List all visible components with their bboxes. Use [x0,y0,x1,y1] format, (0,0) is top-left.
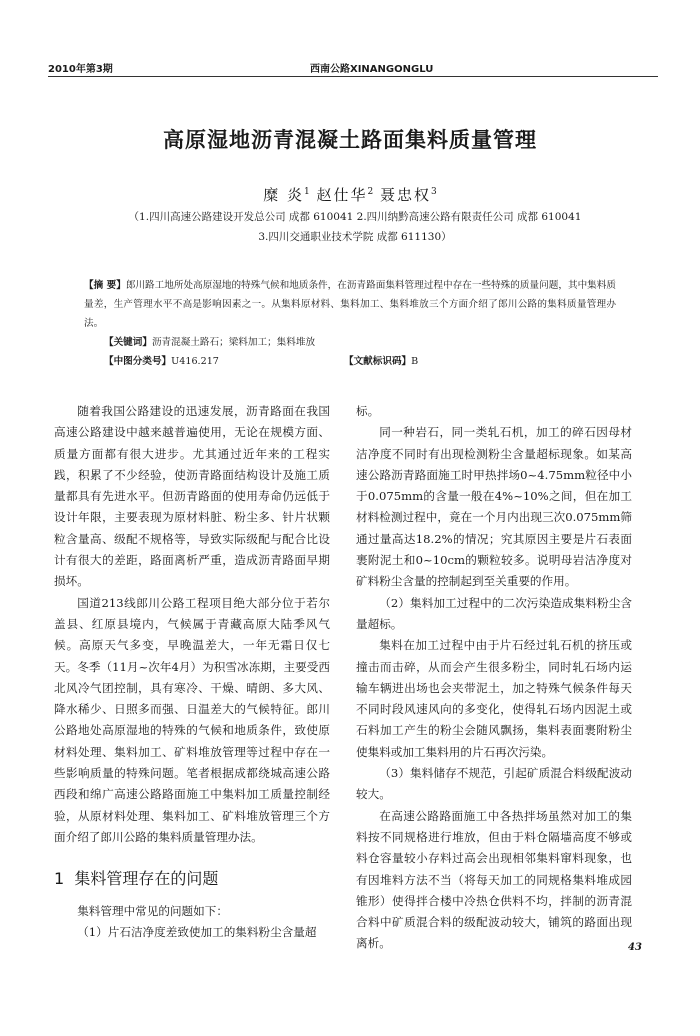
author-name: 糜 炎 [263,186,304,204]
author-affil-mark: 1 [303,187,310,197]
keywords [104,334,315,348]
paragraph: （1）片石洁净度差致使加工的集料粉尘含量超 [77,925,317,940]
classification [104,353,219,367]
paragraph: （2）集料加工过程中的二次污染造成集料粉尘含量超标。 [356,595,632,631]
doc-code-text: B [411,356,419,367]
section-heading [54,866,218,889]
paragraph: 集料在加工过程中由于片石经过轧石机的挤压或撞击而击碎，从而会产生很多粉尘，同时轧石场内运输车辆进出场也会夹带泥土，加之特殊气候条件每天不同时段风速风向的多变化，使得轧石场内因泥土或石料加工产生的粉尘会随风飘扬，集料表面裹附粉尘使集料或加工集料用的片石再次污染。 [356,638,632,759]
affiliation-line-2: 3.四川交通职业技术学院 成都 611130） [258,231,452,243]
paragraph: 同一种岩石，同一类轧石机，加工的碎石因母材洁净度不同时有出现检测粉尘含量超标现象。如某高速公路沥青路面施工时甲热拌场0~4.75mm粒径中小于0.075mm的含量一般在4%~10%之间，但在加工材料检测过程中，竟在一个月内出现三次0.075mm筛通过量高达18.2%的情况；究其原因主要是片石表面裹附泥土和0~10cm的颗粒较多。说明母岩洁净度对矿料粉尘含量的控制起到至关重要的作用。 [356,425,632,589]
abstract-label: 【摘 要】 [84,280,126,291]
author-affil-mark: 3 [431,187,437,197]
paragraph: （3）集料储存不规范，引起矿质混合料级配波动较大。 [356,766,632,802]
journal-name: 西南公路XINANGONGLU [310,64,434,75]
document-code [344,353,418,367]
keywords-label: 【关键词】 [104,337,152,348]
paragraph: 集料管理中常见的问题如下： [77,904,228,918]
section-title: 集料管理存在的问题 [74,869,219,888]
page-header [48,58,658,76]
author-name: 聂忠权 [380,186,432,204]
abstract-text: 郎川路工地所处高原湿地的特殊气候和地质条件，在沥青路面集料管理过程中存在一些特殊的质量问题，其中集料质量差，生产管理水平不高是影响因素之一。从集料原材料、集料加工、集料堆放三个方面介绍了郎川公路的集料质量管理办法。 [84,280,617,329]
section-number: 1 [54,869,65,888]
affiliation-line-1: （1.四川高速公路建设开发总公司 成都 610041 2.四川纳黔高速公路有限责任公司 成都 610041 [128,211,582,223]
page-number: 43 [628,942,642,953]
classification-label: 【中图分类号】 [104,356,172,367]
paper-title: 高原湿地沥青混凝土路面集料质量管理 [163,128,537,152]
author-affil-mark: 2 [367,187,374,197]
abstract [84,276,616,333]
keywords-text: 沥青混凝土路石；梁料加工；集料堆放 [151,337,316,348]
classification-text: U416.217 [171,356,219,367]
issue-label: 2010年第3期 [48,64,113,75]
header-rule [48,76,658,77]
section-body [54,901,330,944]
paragraph: 国道213线郎川公路工程项目绝大部分位于若尔盖县、红原县境内，气候属于青藏高原大陆季风气候。高原天气多变，早晚温差大，一年无霜日仅七天。冬季（11月~次年4月）为积雪冰冻期，主要受西北风冷气团控制，具有寒冷、干燥、晴朗、多大风、降水稀少、日照多而强、日温差大的气候特征。郎川公路地处高原湿地的特殊的气候和地质条件，致使原材料处理、集料加工、矿料堆放管理等过程中存在一些影响质量的特殊问题。笔者根据成都绕城高速公路西段和绵广高速公路路面施工中集料加工质量控制经验，从原材料处理、集料加工、矿料堆放管理三个方面介绍了郎川公路的集料质量管理办法。 [54,595,330,844]
paragraph: 随着我国公路建设的迅速发展，沥青路面在我国高速公路建设中越来越普遍使用，无论在规模方面、质量方面都有很大进步。尤其通过近年来的工程实践，积累了不少经验，使沥青路面结构设计及施工质量都具有先进水平。但沥青路面的使用寿命仍远低于设计年限，主要表现为原材料脏、粉尘多、针片状颗粒含量高、级配不规格等，导致实际级配与配合比设计有很大的差距，路面离析严重，造成沥青路面早期损坏。 [54,404,330,589]
author-name: 赵仕华 [316,186,368,204]
left-column [54,401,330,848]
doc-code-label: 【文献标识码】 [344,356,412,367]
paragraph: 在高速公路路面施工中各热拌场虽然对加工的集料按不同规格进行堆放，但由于料仓隔墙高度不够或料仓容量较小存料过高会出现相邻集料窜料现象，也有因堆料方法不当（将每天加工的同规格集料堆成园锥形）使得拌合楼中冷热仓供料不均，拌制的沥青混合料中矿质混合料的级配波动较大，铺筑的路面出现离析。 [356,808,632,951]
author-list [0,184,700,205]
right-column [356,401,632,955]
paragraph: 标。 [356,404,380,418]
